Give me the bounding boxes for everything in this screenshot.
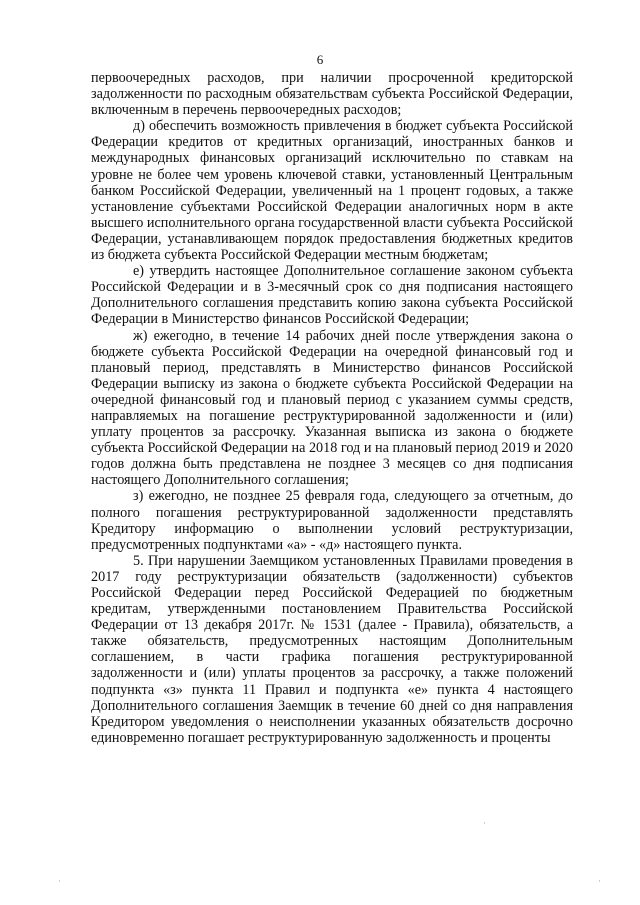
paragraph-item-e: е) утвердить настоящее Дополнительное соглашение законом субъекта Российской Федерации и в 3-месячный срок со дня подписания настоящего Дополнительного соглашения представить копию закона субъекта Российской Федерации в Министерство финансов Российской Федерации; <box>91 263 573 328</box>
scan-speck: · <box>58 876 61 886</box>
scan-speck: · <box>598 876 601 886</box>
paragraph-item-z: з) ежегодно, не позднее 25 февраля года, следующего за отчетным, до полного погашения реструктурированной задолженности представлять Кредитору информацию о выполнении условий реструктуризации, предусмотренных подпунктами «а» - «д» настоящего пункта. <box>91 488 573 553</box>
paragraph-item-d: д) обеспечить возможность привлечения в бюджет субъекта Российской Федерации кредитов от кредитных организаций, иностранных банков и международных финансовых организаций исключительно по ставкам на уровне не более чем уровень ключевой ставки, установленный Центральным банком Российской Федерации, увеличенный на 1 процент годовых, а также установление субъектами Российской Федерации аналогичных норм в акте высшего исполнительного органа государственной власти субъекта Российской Федерации, устанавливающем порядок предоставления бюджетных кредитов из бюджета субъекта Российской Федерации местным бюджетам; <box>91 118 573 264</box>
paragraph-section-5: 5. При нарушении Заемщиком установленных Правилами проведения в 2017 году реструктуризации обязательств (задолженности) субъектов Российской Федерации перед Российской Федерацией по бюджетным кредитам, утвержденными постановлением Правительства Российской Федерации от 13 декабря 2017г. № 1531 (далее - Правила), обязательств, а также обязательств, предусмотренных настоящим Дополнительным соглашением, в части графика погашения реструктурированной задолженности и (или) уплаты процентов за рассрочку, а также положений подпункта «з» пункта 11 Правил и подпункта «е» пункта 4 настоящего Дополнительного соглашения Заемщик в течение 60 дней со дня направления Кредитором уведомления о неисполнении указанных обязательств досрочно единовременно погашает реструктурированную задолженность и проценты <box>91 552 573 746</box>
paragraph-continuation: первоочередных расходов, при наличии просроченной кредиторской задолженности по расходным обязательствам субъекта Российской Федерации, включенным в перечень первоочередных расходов; <box>91 70 573 119</box>
paragraph-item-zh: ж) ежегодно, в течение 14 рабочих дней после утверждения закона о бюджете субъекта Российской Федерации на очередной финансовый год и плановый период, представлять в Министерство финансов Российской Федерации выписку из закона о бюджете субъекта Российской Федерации на очередной финансовый год и плановый период с указанием суммы средств, направляемых на погашение реструктурированной задолженности и (или) уплату процентов за рассрочку. Указанная выписка из закона о бюджете субъекта Российской Федерации на 2018 год и на плановый период 2019 и 2020 годов должна быть представлена не позднее 3 месяцев со дня подписания настоящего Дополнительного соглашения; <box>91 327 573 489</box>
page-number: 6 <box>316 52 324 67</box>
scan-speck: · <box>483 818 486 828</box>
document-body <box>91 70 573 746</box>
